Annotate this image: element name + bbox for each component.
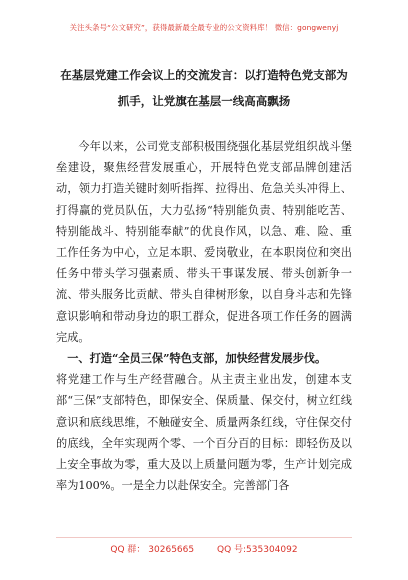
footer-qq-group: QQ 群： 30265665	[110, 545, 195, 555]
body-paragraph-2: 将党建工作与生产经营融合。从主责主业出发，创建本支部“三保”支部特色，即保安全、保质量、保交付，树立红线意识和底线思维，不触碰安全、质量两条红线，守住保交付的底线，全年实现两个零、一个百分百的目标：即轻伤及以上安全事故为零，重大及以上质量问题为零，生产计划完成率为100%。一是全力以赴保安全。完善部门各	[56, 373, 352, 493]
footer-divider	[56, 537, 352, 538]
body-paragraph-1: 今年以来，公司党支部积极围绕强化基层党组织战斗堡垒建设，聚焦经营发展重心，开展特色党支部品牌创建活动，领力打造关键时刻听指挥、拉得出、危急关头冲得上、打得赢的党员队伍，大力弘扬“特别能负责、特别能吃苦、特别能战斗、特别能奉献”的优良作风，以急、难、险、重工作任务为中心，立足本职、爱岗敬业，在本职岗位和突出任务中带头学习强素质、带头干事谋发展、带头创新争一流、带头服务比贡献、带头自律树形象，以自身斗志和先锋意识影响和带动身边的职工群众，促进各项工作任务的圆满完成。	[56, 140, 352, 344]
header-promo-note: 关注头条号“公文研究”，获得最新最全最专业的公文资料库！ 微信：gongwenyj	[69, 23, 339, 32]
section-heading-1: 一、打造“全员三保”特色支部，加快经营发展步伐。	[67, 351, 327, 366]
document-body	[56, 136, 352, 496]
document-title	[40, 62, 368, 114]
footer-contact	[0, 542, 408, 555]
title-line-2: 抓手，让党旗在基层一线高高飘扬	[117, 94, 291, 108]
title-line-1: 在基层党建工作会议上的交流发言：以打造特色党支部为	[60, 68, 348, 82]
footer-qq-number: QQ 号:535304092	[216, 545, 298, 555]
